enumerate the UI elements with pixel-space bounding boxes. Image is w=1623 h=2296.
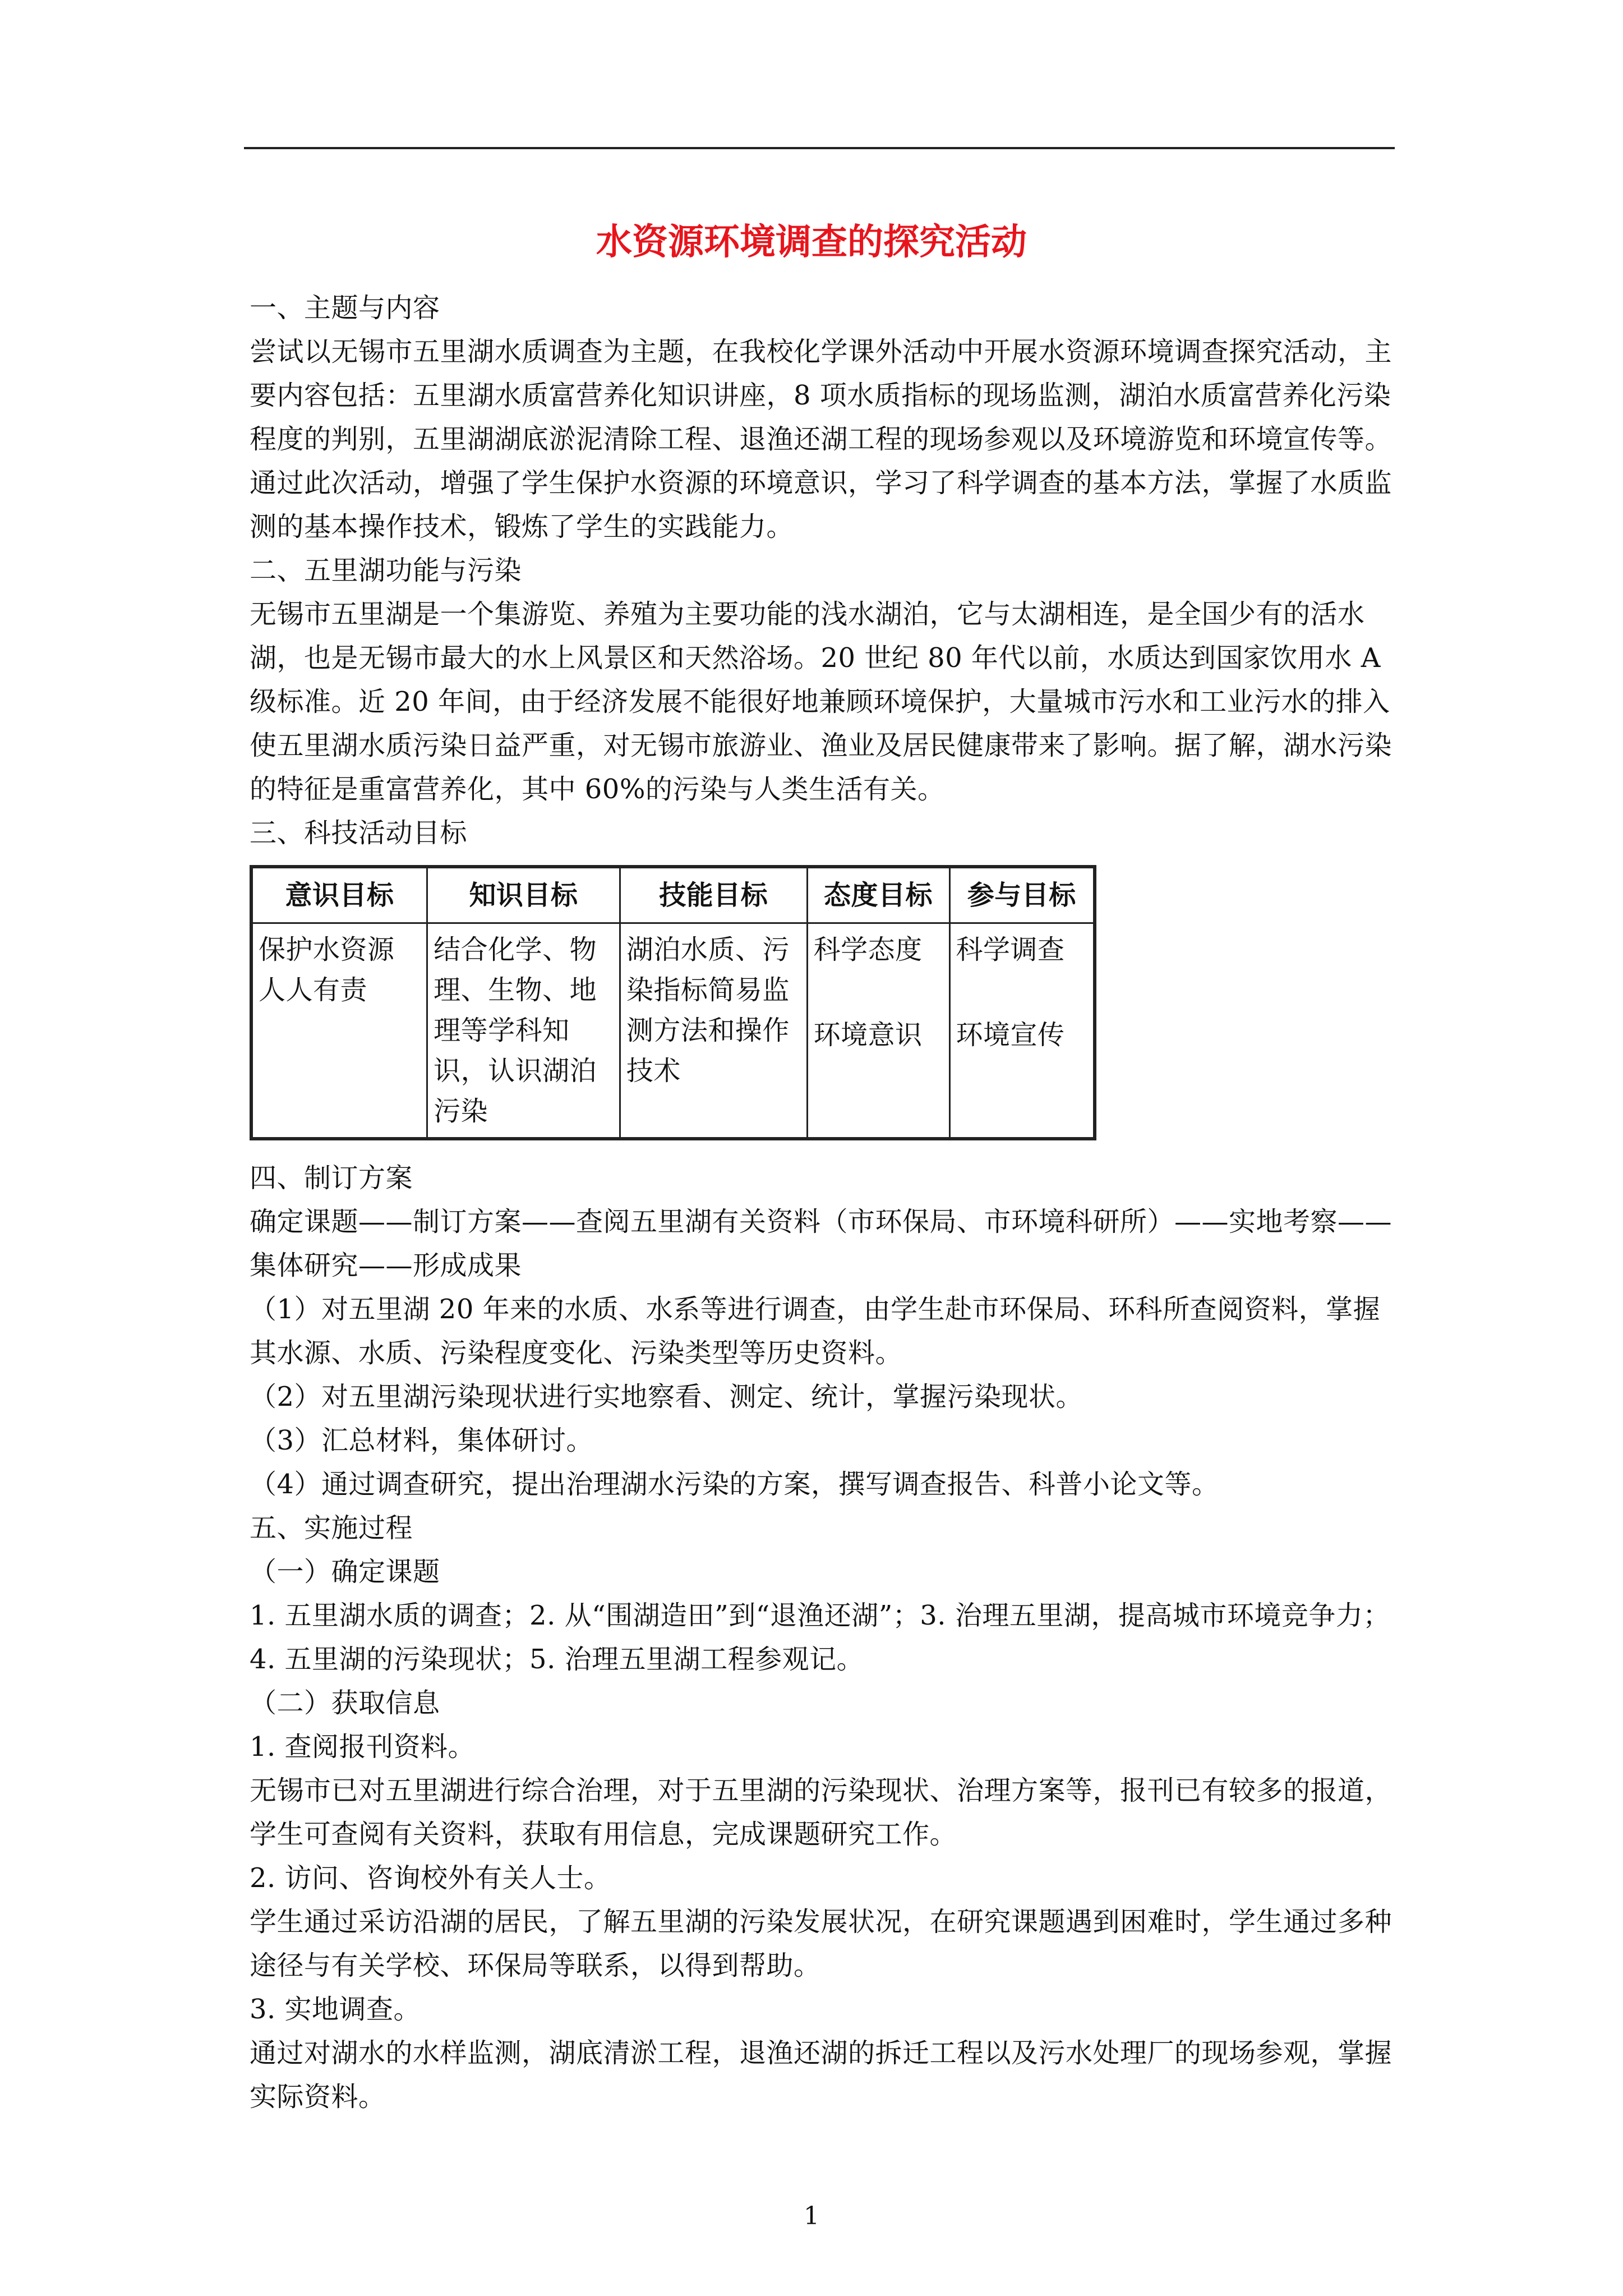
table-cell-knowledge: 结合化学、物理、生物、地理等学科知识，认识湖泊污染 bbox=[427, 923, 620, 1139]
document-body bbox=[250, 286, 1394, 2119]
table-header-attitude: 态度目标 bbox=[807, 867, 949, 923]
paragraph-info-3: 通过对湖水的水样监测，湖底清淤工程，退渔还湖的拆迁工程以及污水处理厂的现场参观，掌握实际资料。 bbox=[250, 2037, 1393, 2113]
info-item-1: 1. 查阅报刊资料。 bbox=[250, 1731, 476, 1763]
table-header-row bbox=[251, 867, 1095, 923]
paragraph-info-2: 学生通过采访沿湖的居民，了解五里湖的污染发展状况，在研究课题遇到困难时，学生通过多种途径与有关学校、环保局等联系，以得到帮助。 bbox=[250, 1906, 1393, 1981]
paragraph-info-1: 无锡市已对五里湖进行综合治理，对于五里湖的污染现状、治理方案等，报刊已有较多的报道，学生可查阅有关资料，获取有用信息，完成课题研究工作。 bbox=[250, 1775, 1393, 1850]
goals-table bbox=[250, 865, 1096, 1140]
paragraph-plan-flow: 确定课题——制订方案——查阅五里湖有关资料（市环保局、市环境科研所）——实地考察——集体研究——形成成果 bbox=[250, 1206, 1393, 1281]
table-header-participation: 参与目标 bbox=[949, 867, 1095, 923]
section-heading-4: 四、制订方案 bbox=[250, 1162, 413, 1194]
attitude-item-2: 环境意识 bbox=[813, 1019, 923, 1051]
section-heading-3: 三、科技活动目标 bbox=[250, 817, 468, 849]
table-row bbox=[251, 923, 1095, 1139]
table-cell-participation bbox=[949, 923, 1095, 1139]
subsection-heading-2: （二）获取信息 bbox=[250, 1687, 440, 1719]
section-heading-2: 二、五里湖功能与污染 bbox=[250, 555, 522, 586]
plan-step-3: （3）汇总材料，集体研讨。 bbox=[250, 1425, 594, 1456]
subsection-heading-1: （一）确定课题 bbox=[250, 1556, 440, 1588]
plan-step-4: （4）通过调查研究，提出治理湖水污染的方案，撰写调查报告、科普小论文等。 bbox=[250, 1469, 1219, 1500]
header-rule bbox=[244, 147, 1395, 149]
participation-item-2: 环境宣传 bbox=[956, 1019, 1065, 1051]
plan-step-1: （1）对五里湖 20 年来的水质、水系等进行调查，由学生赴市环保局、环科所查阅资料，掌握其水源、水质、污染程度变化、污染类型等历史资料。 bbox=[250, 1294, 1381, 1369]
section-heading-5: 五、实施过程 bbox=[250, 1512, 413, 1544]
section-heading-1: 一、主题与内容 bbox=[250, 292, 440, 324]
paragraph-topics: 1. 五里湖水质的调查；2. 从“围湖造田”到“退渔还湖”；3. 治理五里湖，提高城市环境竞争力；4. 五里湖的污染现状；5. 治理五里湖工程参观记。 bbox=[250, 1600, 1390, 1675]
participation-item-1: 科学调查 bbox=[956, 934, 1065, 965]
table-header-awareness: 意识目标 bbox=[251, 867, 427, 923]
table-cell-skill: 湖泊水质、污染指标简易监测方法和操作技术 bbox=[620, 923, 807, 1139]
paragraph-theme-content: 尝试以无锡市五里湖水质调查为主题，在我校化学课外活动中开展水资源环境调查探究活动，主要内容包括：五里湖水质富营养化知识讲座，8 项水质指标的现场监测，湖泊水质富营养化污染程度的判别，五里湖湖底淤泥清除工程、退渔还湖工程的现场参观以及环境游览和环境宣传等。通过此次活动，增强了学生保护水资源的环境意识，学习了科学调查的基本方法，掌握了水质监测的基本操作技术，锻炼了学生的实践能力。 bbox=[250, 336, 1393, 542]
page-number: 1 bbox=[804, 2202, 819, 2230]
info-item-3: 3. 实地调查。 bbox=[250, 1994, 421, 2025]
table-cell-attitude bbox=[807, 923, 949, 1139]
table-cell-awareness: 保护水资源人人有责 bbox=[251, 923, 427, 1139]
attitude-item-1: 科学态度 bbox=[813, 934, 923, 965]
paragraph-lake-function: 无锡市五里湖是一个集游览、养殖为主要功能的浅水湖泊，它与太湖相连，是全国少有的活水湖，也是无锡市最大的水上风景区和天然浴场。20 世纪 80 年代以前，水质达到国家饮用水 A 级标准。近 20 年间，由于经济发展不能很好地兼顾环境保护，大量城市污水和工业污水的排入使五里湖水质污染日益严重，对无锡市旅游业、渔业及居民健康带来了影响。据了解，湖水污染的特征是重富营养化，其中 60%的污染与人类生活有关。 bbox=[250, 599, 1393, 805]
info-item-2: 2. 访问、咨询校外有关人士。 bbox=[250, 1862, 611, 1894]
document-title: 水资源环境调查的探究活动 bbox=[596, 221, 1027, 263]
plan-step-2: （2）对五里湖污染现状进行实地察看、测定、统计，掌握污染现状。 bbox=[250, 1381, 1083, 1412]
table-header-knowledge: 知识目标 bbox=[427, 867, 620, 923]
table-header-skill: 技能目标 bbox=[620, 867, 807, 923]
